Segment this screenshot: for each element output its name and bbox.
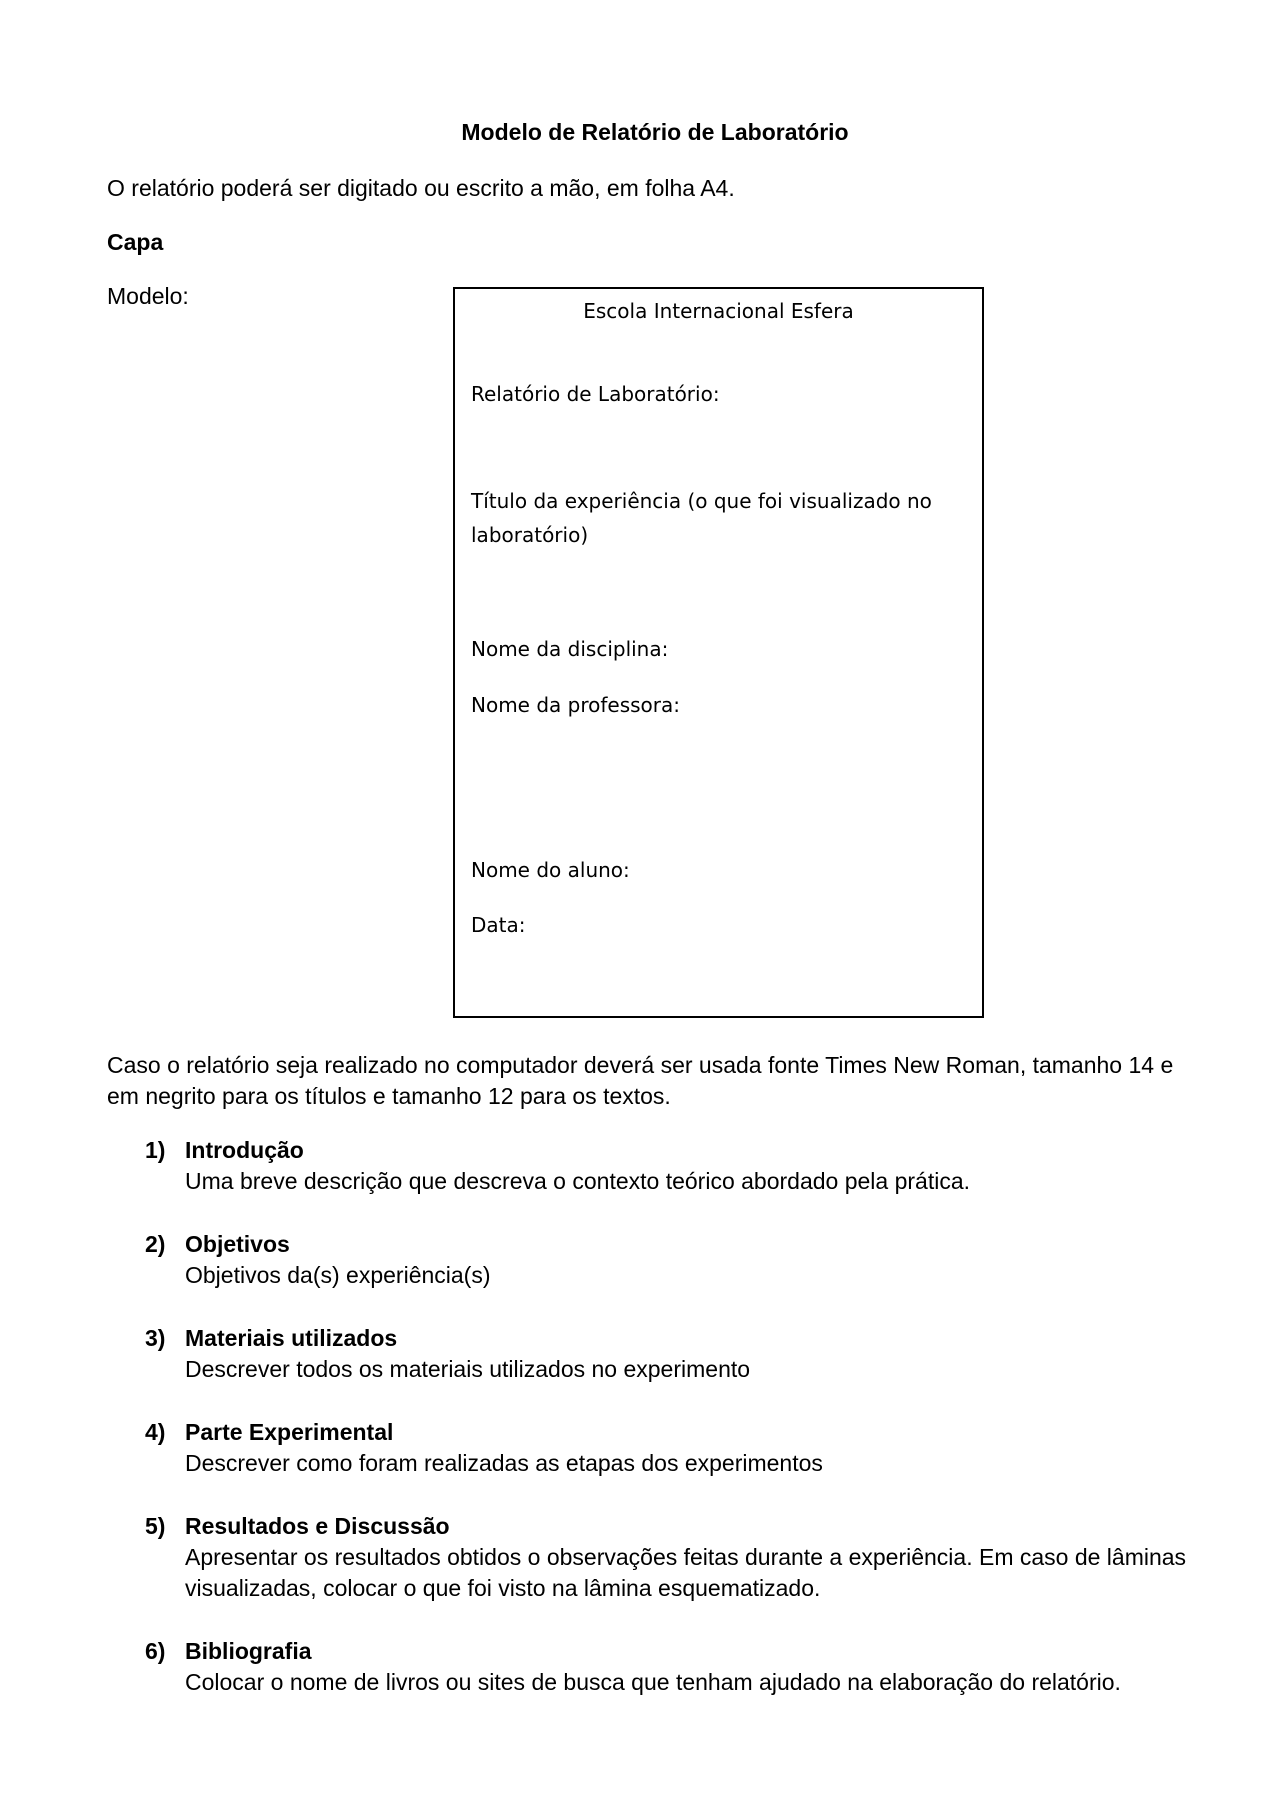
section-title: Resultados e Discussão <box>185 1513 450 1539</box>
section-bibliografia <box>145 1636 1205 1698</box>
modelo-label: Modelo: <box>107 283 189 309</box>
cover-date: Data: <box>471 913 526 937</box>
section-resultados <box>145 1511 1205 1604</box>
cover-student: Nome do aluno: <box>471 858 630 882</box>
cover-teacher: Nome da professora: <box>471 693 681 717</box>
section-number: 3) <box>145 1325 166 1351</box>
section-materiais <box>145 1323 1205 1385</box>
section-title: Introdução <box>185 1137 304 1163</box>
sections-list <box>145 1135 1205 1730</box>
cover-discipline: Nome da disciplina: <box>471 637 669 661</box>
section-description: Apresentar os resultados obtidos o observações feitas durante a experiência. Em caso de lâminas visualizadas, colocar o que foi visto na lâmina esquematizado. <box>185 1544 1187 1601</box>
section-description: Descrever como foram realizadas as etapas dos experimentos <box>185 1450 823 1476</box>
intro-text: O relatório poderá ser digitado ou escrito a mão, em folha A4. <box>107 175 735 201</box>
section-parte-experimental <box>145 1417 1205 1479</box>
section-title: Materiais utilizados <box>185 1325 398 1351</box>
section-number: 1) <box>145 1137 166 1163</box>
section-description: Descrever todos os materiais utilizados no experimento <box>185 1356 751 1382</box>
font-note: Caso o relatório seja realizado no computador deverá ser usada fonte Times New Roman, tamanho 14 e em negrito para os títulos e tamanho 12 para os textos. <box>107 1052 1174 1109</box>
page-title: Modelo de Relatório de Laboratório <box>461 119 849 145</box>
cover-model-box <box>453 287 984 1018</box>
section-title: Parte Experimental <box>185 1419 394 1445</box>
section-objetivos <box>145 1229 1205 1291</box>
section-number: 5) <box>145 1513 166 1539</box>
cover-school-name: Escola Internacional Esfera <box>583 299 854 323</box>
section-description: Uma breve descrição que descreva o contexto teórico abordado pela prática. <box>185 1168 971 1194</box>
section-description: Objetivos da(s) experiência(s) <box>185 1262 491 1288</box>
section-number: 4) <box>145 1419 166 1445</box>
section-number: 6) <box>145 1638 166 1664</box>
section-description: Colocar o nome de livros ou sites de busca que tenham ajudado na elaboração do relatório. <box>185 1669 1121 1695</box>
section-number: 2) <box>145 1231 166 1257</box>
cover-report-label: Relatório de Laboratório: <box>471 382 720 406</box>
section-title: Bibliografia <box>185 1638 312 1664</box>
cover-experiment-title: Título da experiência (o que foi visualizado no laboratório) <box>471 489 932 547</box>
capa-heading: Capa <box>107 229 164 255</box>
section-title: Objetivos <box>185 1231 290 1257</box>
section-introducao <box>145 1135 1205 1197</box>
